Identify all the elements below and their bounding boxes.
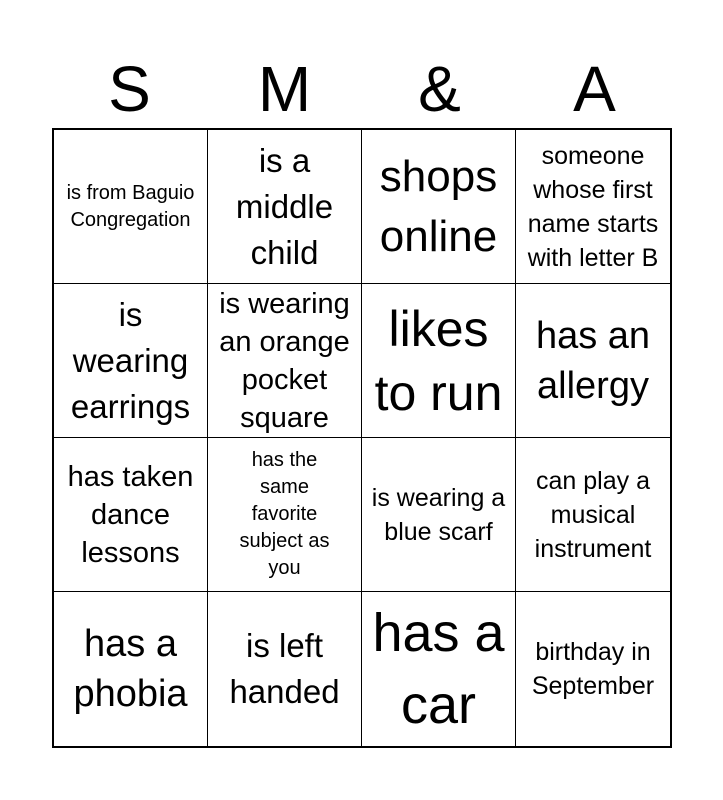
- bingo-cell-15[interactable]: [362, 592, 516, 746]
- bingo-cell-14[interactable]: [208, 592, 362, 746]
- bingo-cell-7[interactable]: [362, 284, 516, 438]
- cell-text: someone whose first name starts with letter B: [527, 141, 659, 272]
- bingo-cell-12[interactable]: [516, 438, 670, 592]
- cell-text: birthday in September: [531, 638, 655, 700]
- cell-text: has a phobia: [73, 623, 188, 715]
- cell-text: can play a musical instrument: [534, 466, 652, 563]
- bingo-cell-8[interactable]: [516, 284, 670, 438]
- cell-text: has a car: [372, 603, 505, 735]
- cell-text: is from Baguio Congregation: [66, 181, 195, 231]
- header-letter-a: A: [573, 53, 616, 125]
- cell-text: shops online: [379, 151, 498, 261]
- bingo-cell-4[interactable]: [516, 130, 670, 284]
- bingo-cell-5[interactable]: [54, 284, 208, 438]
- bingo-cell-11[interactable]: [362, 438, 516, 592]
- bingo-cell-9[interactable]: [54, 438, 208, 592]
- cell-text: is wearing a blue scarf: [371, 483, 506, 546]
- cell-text: has taken dance lessons: [67, 460, 194, 569]
- cell-text: is left handed: [229, 627, 340, 710]
- cell-text: is wearing an orange pocket square: [219, 287, 350, 434]
- bingo-cell-2[interactable]: [208, 130, 362, 284]
- cell-text: is wearing earrings: [70, 295, 191, 425]
- bingo-cell-13[interactable]: [54, 592, 208, 746]
- bingo-cell-6[interactable]: [208, 284, 362, 438]
- bingo-cell-1[interactable]: [54, 130, 208, 284]
- bingo-board: [52, 128, 672, 748]
- cell-text: has the same favorite subject as you: [239, 449, 330, 579]
- bingo-header: [52, 50, 672, 128]
- bingo-cell-16[interactable]: [516, 592, 670, 746]
- cell-text: likes to run: [374, 300, 503, 421]
- cell-text: is a middle child: [235, 141, 334, 271]
- header-letter-m: M: [257, 53, 312, 125]
- header-letter-ampersand: &: [418, 53, 461, 125]
- header-letter-s: S: [108, 53, 151, 125]
- cell-text: has an allergy: [535, 314, 651, 407]
- bingo-cell-10[interactable]: [208, 438, 362, 592]
- bingo-cell-3[interactable]: [362, 130, 516, 284]
